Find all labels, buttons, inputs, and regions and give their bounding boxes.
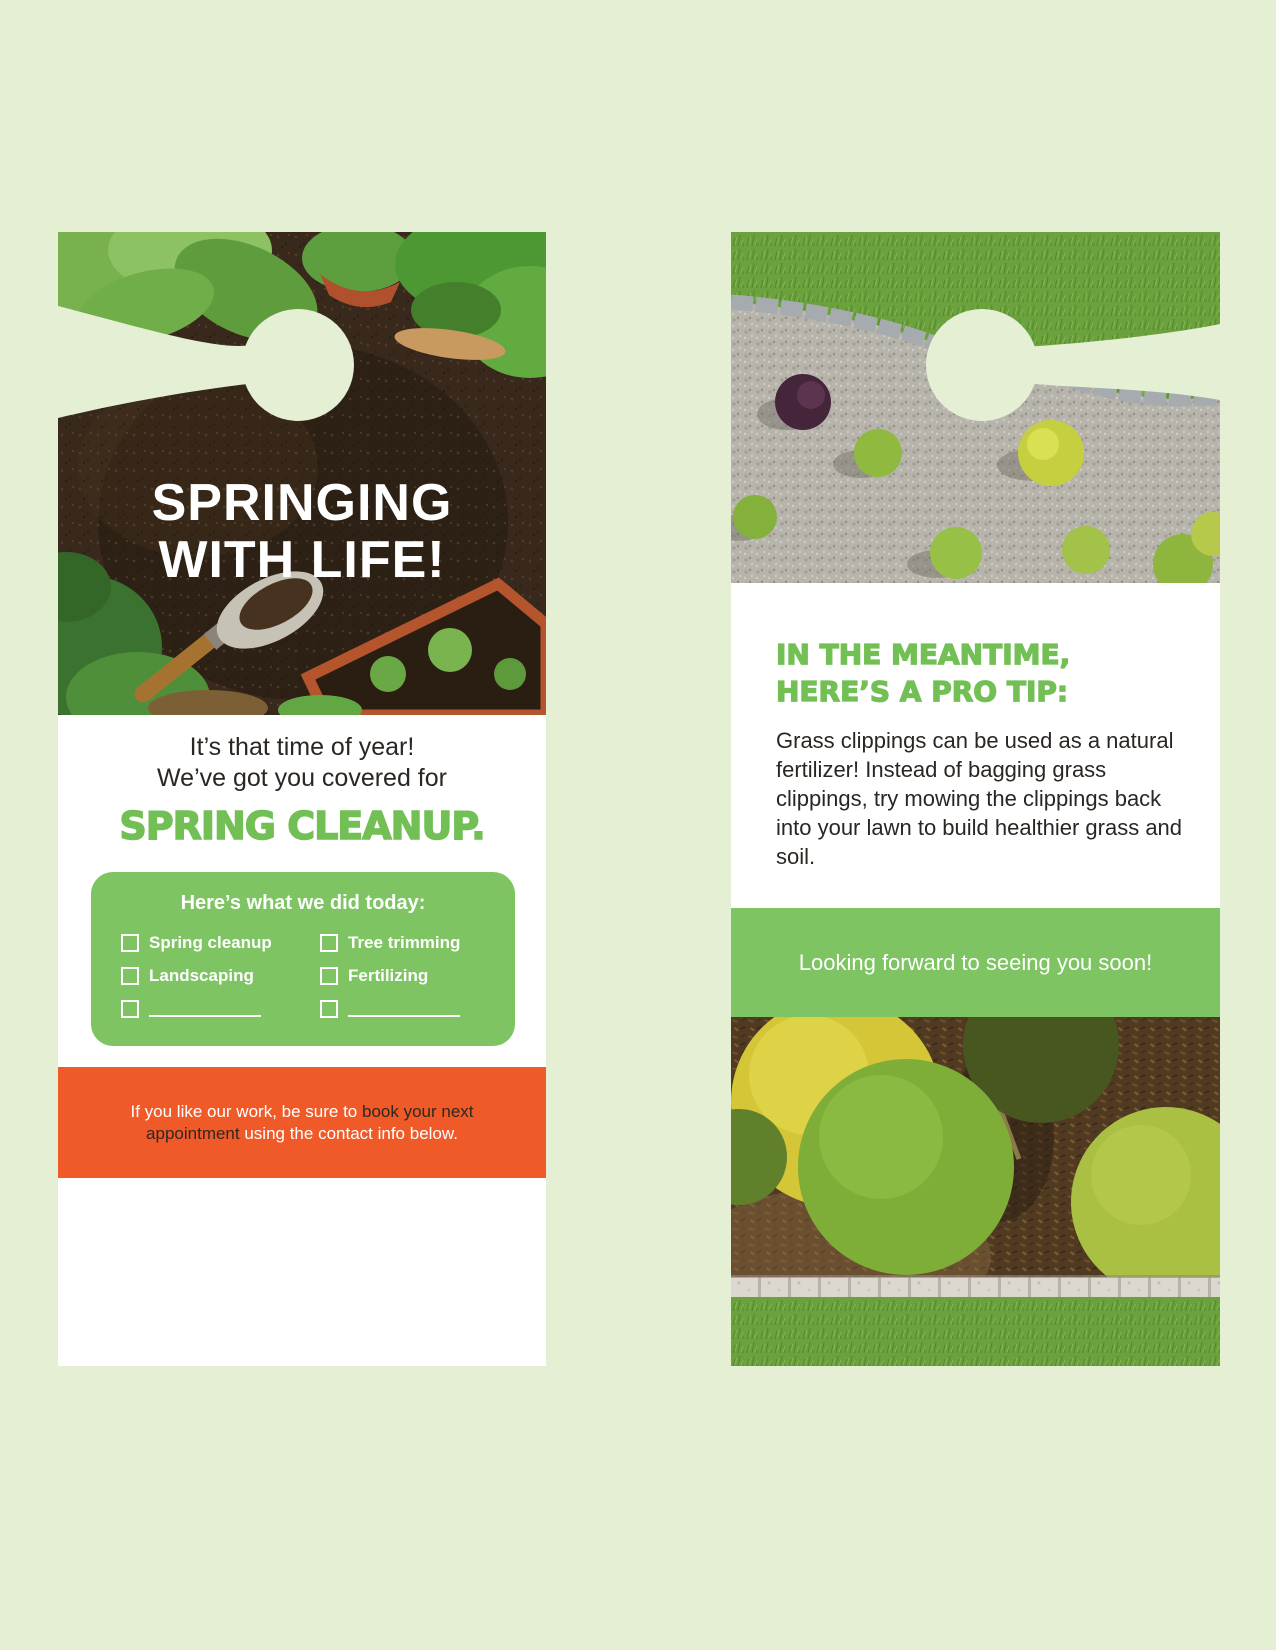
tip-heading-line1: IN THE MEANTIME,	[776, 638, 1071, 671]
door-hanger-back	[731, 232, 1220, 1366]
checkbox-landscaping[interactable]	[121, 967, 139, 985]
front-headline-line1: SPRINGING	[151, 474, 453, 532]
checkbox-blank-2[interactable]	[320, 1000, 338, 1018]
write-in-line-1[interactable]	[149, 1002, 261, 1017]
intro-line1: It’s that time of year!	[189, 733, 415, 761]
checklist-panel	[91, 872, 515, 1046]
tip-body: Grass clippings can be used as a natural fertilizer! Instead of bagging grass clippings, try mowing the clippings back into your lawn to build healthier grass and soil.	[776, 728, 1183, 869]
checklist-item-blank-2	[320, 1000, 495, 1018]
checklist-title: Here’s what we did today:	[180, 892, 426, 914]
checkbox-spring-cleanup[interactable]	[121, 934, 139, 952]
checklist-grid	[121, 934, 495, 1018]
pro-tip-section	[776, 636, 1186, 893]
checkbox-fertilizing[interactable]	[320, 967, 338, 985]
tip-heading-line2: HERE’S A PRO TIP:	[776, 675, 1069, 708]
door-hanger-front	[58, 232, 546, 1366]
checkbox-label: Spring cleanup	[149, 933, 272, 952]
checkbox-label: Landscaping	[149, 966, 254, 985]
checklist-item-fertilizing	[320, 967, 495, 985]
closing-message: Looking forward to seeing you soon!	[798, 949, 1153, 975]
checklist-item-tree-trimming	[320, 934, 495, 952]
aerial-garden-photo-art	[731, 232, 1220, 583]
cta-segment-white-1: If you like our work, be sure to	[130, 1101, 362, 1121]
checklist-item-landscaping	[121, 967, 320, 985]
intro-line2: We’ve got you covered for	[157, 764, 447, 792]
aerial-garden-photo	[731, 232, 1220, 583]
tip-heading	[776, 636, 1186, 710]
shrub-bed-photo	[731, 1017, 1220, 1366]
closing-bar	[731, 908, 1220, 1017]
checkbox-label: Fertilizing	[348, 966, 429, 985]
checklist-item-spring-cleanup	[121, 934, 320, 952]
front-headline	[58, 475, 546, 589]
write-in-line-2[interactable]	[348, 1002, 460, 1017]
checklist-item-blank-1	[121, 1000, 320, 1018]
shrub-bed-photo-art	[731, 1017, 1220, 1366]
checkbox-tree-trimming[interactable]	[320, 934, 338, 952]
spring-cleanup-title: SPRING CLEANUP.	[119, 804, 485, 848]
gardening-tools-photo	[58, 232, 546, 715]
cta-segment-white-2: using the contact info below.	[239, 1123, 458, 1143]
cta-text	[96, 1101, 508, 1145]
front-intro	[58, 732, 546, 849]
cta-bar	[58, 1067, 546, 1178]
checkbox-blank-1[interactable]	[121, 1000, 139, 1018]
cta-segment-dark: book your next appointment	[146, 1101, 474, 1143]
checkbox-label: Tree trimming	[348, 933, 461, 952]
front-headline-line2: WITH LIFE!	[158, 531, 446, 589]
